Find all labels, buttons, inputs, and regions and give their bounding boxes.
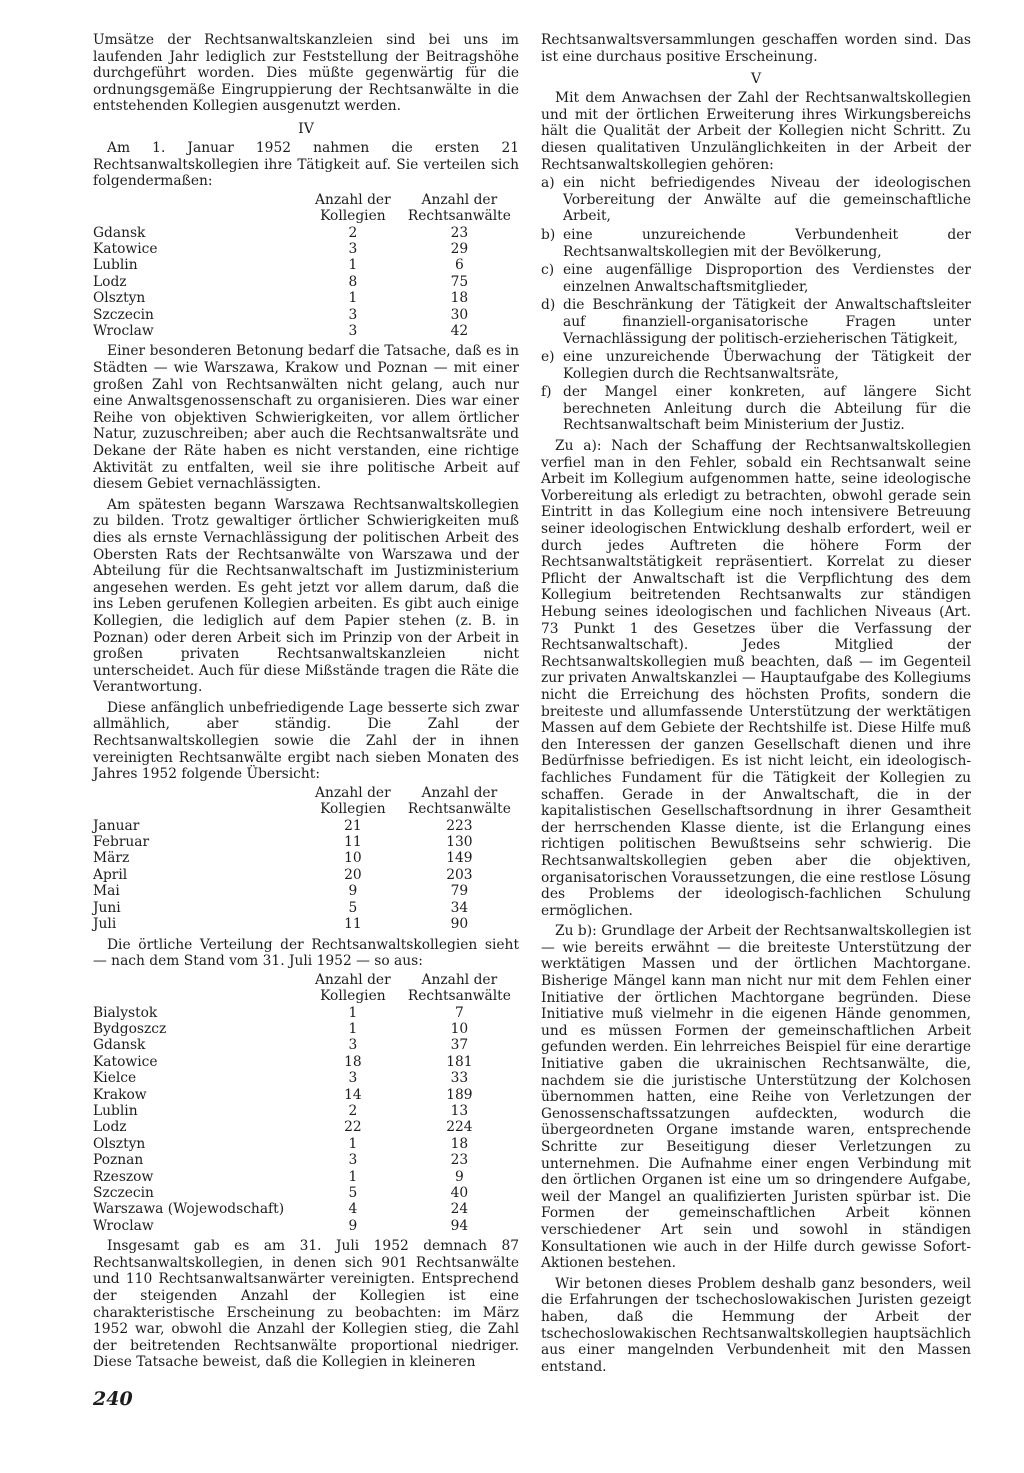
cell-rechtsanwaelte-count: 181 bbox=[446, 1053, 473, 1070]
list-item bbox=[541, 175, 971, 225]
cell-location: Gdansk bbox=[93, 1037, 146, 1054]
list-item bbox=[541, 297, 971, 347]
column-header-kollegien: Anzahl der Kollegien bbox=[315, 971, 391, 1005]
cell-kollegien-count: 3 bbox=[348, 323, 358, 339]
table-row bbox=[93, 834, 519, 850]
table-row bbox=[93, 1169, 519, 1185]
cell-kollegien-count: 1 bbox=[348, 1135, 358, 1152]
paragraph-betonung: Einer besonderen Betonung bedarf die Tatsache, daß es in Städten — wie Warszawa, Krakow und Poznan — mit einer großen Zahl von Rechtsanwälten nicht gelang, auch nur eine Anwaltsgenossenschaft zu organisieren. Dies war einer Reihe von objektiven Schwierigkeiten, vor allem örtlicher Natur, zuzuschreiben; aber auch die Rechtsanwaltsräte und Dekane der Räte haben es nicht verstanden, eine richtige Aktivität zu entfalten, weil sie ihre politische Arbeit auf diesem Gebiet vernachlässigten. bbox=[93, 343, 519, 493]
right-column bbox=[541, 32, 971, 1375]
cell-rechtsanwaelte-count: 79 bbox=[450, 883, 469, 900]
table-row bbox=[93, 1201, 519, 1217]
paragraph-zu-b: Zu b): Grundlage der Arbeit der Rechtsanwaltskollegien ist — wie bereits erwähnt — die breiteste Unterstützung der werktätigen Massen und der örtlichen Machtorgane. Bisherige Mängel kann man nicht nur mit dem Fehlen einer Initiative der örtlichen Machtorgane begründen. Diese Initiative muß vielmehr in die eigenen Hände genommen, und es müssen Formen der gemeinschaftlichen Arbeit gefunden werden. Ein lehrreiches Beispiel für eine derartige Initiative gaben die ukrainischen Rechtsanwälte, die, nachdem sie die juristische Unterstützung der Kolchosen übernommen hatten, eine Reihe von Verletzungen der Genossenschaftssatzungen aufdeckten, wodurch die übergeordneten Organe imstande waren, entsprechende Schritte zur Beseitigung dieser Verletzungen zu unternehmen. Die Aufnahme einer engen Verbindung mit den örtlichen Organen ist eine um so dringendere Aufgabe, weil der Mangel an qualifizierten Juristen spürbar ist. Die Formen der gemeinschaftlichen Arbeit können verschiedener Art sein und sowohl in ständigen Konsultationen wie auch in der Hilfe durch gewisse Sofort-Aktionen bestehen. bbox=[541, 923, 971, 1272]
left-column bbox=[93, 32, 519, 1371]
list-item-label: c) bbox=[541, 262, 555, 279]
cell-rechtsanwaelte-count: 130 bbox=[446, 834, 473, 851]
cell-rechtsanwaelte-count: 223 bbox=[446, 817, 473, 834]
table-row bbox=[93, 1054, 519, 1070]
cell-rechtsanwaelte-count: 18 bbox=[450, 1135, 469, 1152]
list-item-label: f) bbox=[541, 384, 552, 401]
table-row bbox=[93, 1185, 519, 1201]
cell-rechtsanwaelte-count: 23 bbox=[450, 1152, 469, 1169]
cell-kollegien-count: 14 bbox=[344, 1086, 362, 1103]
list-item-text: der Mangel einer konkreten, auf längere Sicht berechneten Anleitung durch die Abteilung für die Rechtsanwaltschaft beim Ministerium der Justiz. bbox=[563, 384, 971, 434]
cell-location: Warszawa (Wojewodschaft) bbox=[93, 1201, 285, 1218]
cell-kollegien-count: 18 bbox=[344, 1053, 362, 1070]
table-row bbox=[93, 818, 519, 834]
cell-location: Krakow bbox=[93, 1086, 147, 1103]
cell-rechtsanwaelte-count: 9 bbox=[454, 1168, 464, 1185]
column-header-kollegien: Anzahl der Kollegien bbox=[315, 191, 391, 225]
cell-location: Bialystok bbox=[93, 1004, 158, 1021]
cell-location: Poznan bbox=[93, 1152, 144, 1169]
table-row bbox=[93, 1218, 519, 1234]
table-row bbox=[93, 1136, 519, 1152]
table-row bbox=[93, 900, 519, 916]
cell-location: März bbox=[93, 850, 130, 867]
cell-location: Juni bbox=[93, 899, 121, 916]
cell-location: Lodz bbox=[93, 273, 127, 290]
table-row bbox=[93, 225, 519, 241]
table-row bbox=[93, 850, 519, 866]
cell-rechtsanwaelte-count: 224 bbox=[446, 1119, 473, 1136]
list-item-text: eine augenfällige Disproportion des Verdienstes der einzelnen Anwaltschaftsmitglieder, bbox=[563, 262, 971, 295]
cell-rechtsanwaelte-count: 34 bbox=[450, 899, 469, 916]
cell-location: Lublin bbox=[93, 257, 138, 274]
list-item-text: die Beschränkung der Tätigkeit der Anwaltschaftsleiter auf finanziell-organisatorische Fragen unter Vernachlässigung der politisch-erzieherischen Tätigkeit, bbox=[563, 297, 971, 347]
table-row bbox=[93, 1070, 519, 1086]
cell-rechtsanwaelte-count: 30 bbox=[450, 306, 469, 323]
cell-rechtsanwaelte-count: 7 bbox=[454, 1004, 464, 1021]
paragraph-betonen: Wir betonen dieses Problem deshalb ganz besonders, weil die Erfahrungen der tschechoslowakischen Juristen gezeigt haben, daß die Hemmung der Arbeit der tschechoslowakischen Rechtsanwaltskollegien hauptsächlich aus einer mangelnden Verbundenheit mit den Massen entstand. bbox=[541, 1275, 971, 1375]
table-regional-distribution bbox=[93, 972, 519, 1235]
cell-kollegien-count: 1 bbox=[348, 257, 358, 274]
table-row bbox=[93, 1021, 519, 1037]
cell-kollegien-count: 9 bbox=[348, 1217, 358, 1234]
cell-rechtsanwaelte-count: 18 bbox=[450, 290, 469, 307]
paragraph-lage: Diese anfänglich unbefriedigende Lage besserte sich zwar allmählich, aber ständig. Die Zahl der Rechtsanwaltskollegien sowie die Zahl der in ihnen vereinigten Rechtsanwälte ergibt nach sieben Monaten des Jahres 1952 folgende Übersicht: bbox=[93, 699, 519, 783]
cell-kollegien-count: 20 bbox=[344, 866, 362, 883]
column-header-kollegien: Anzahl der Kollegien bbox=[315, 784, 391, 818]
cell-location: Rzeszow bbox=[93, 1168, 154, 1185]
cell-kollegien-count: 3 bbox=[348, 240, 358, 257]
page-number: 240 bbox=[93, 1388, 133, 1410]
paragraph-warszawa: Am spätesten begann Warszawa Rechtsanwaltskollegien zu bilden. Trotz gewaltiger örtlicher Schwierigkeiten muß dies als ernste Vernachlässigung der politischen Arbeit des Obersten Rats der Rechtsanwälte von Warszawa und der Abteilung für die Rechtsanwaltschaft im Justizministerium angesehen werden. Es geht jetzt vor allem darum, daß die ins Leben gerufenen Kollegien arbeiten. Es gibt auch einige Kollegien, die lediglich auf dem Papier stehen (z. B. in Poznan) oder deren Arbeit sich im Prinzip von der Arbeit in großen privaten Rechtsanwaltskanzleien nicht unterscheidet. Auch für diese Mißstände tragen die Räte die Verantwortung. bbox=[93, 496, 519, 696]
cell-location: Mai bbox=[93, 883, 120, 900]
table-row bbox=[93, 867, 519, 883]
column-header-rechtsanwaelte: Anzahl der Rechtsanwälte bbox=[407, 971, 511, 1005]
list-item bbox=[541, 262, 971, 295]
cell-rechtsanwaelte-count: 6 bbox=[454, 257, 464, 274]
cell-location: Januar bbox=[93, 817, 140, 834]
cell-rechtsanwaelte-count: 29 bbox=[450, 240, 469, 257]
cell-location: Olsztyn bbox=[93, 1135, 146, 1152]
table-row bbox=[93, 883, 519, 899]
cell-kollegien-count: 3 bbox=[348, 306, 358, 323]
table-monthly-overview bbox=[93, 785, 519, 933]
list-item-label: b) bbox=[541, 226, 556, 243]
paragraph-anwachsen: Mit dem Anwachsen der Zahl der Rechtsanwaltskollegien und mit der örtlichen Erweiterung ihres Wirkungsbereichs hält die Qualität der Arbeit der Kollegien nicht Schritt. Zu diesen qualitativen Unzulänglichkeiten in der Arbeit der Rechtsanwaltskollegien gehören: bbox=[541, 90, 971, 173]
cell-location: Wroclaw bbox=[93, 323, 154, 339]
cell-rechtsanwaelte-count: 33 bbox=[450, 1070, 469, 1087]
table-row bbox=[93, 1103, 519, 1119]
list-item-label: a) bbox=[541, 175, 555, 192]
cell-rechtsanwaelte-count: 149 bbox=[446, 850, 473, 867]
cell-kollegien-count: 3 bbox=[348, 1070, 358, 1087]
cell-kollegien-count: 1 bbox=[348, 1004, 358, 1021]
table-row bbox=[93, 241, 519, 257]
cell-kollegien-count: 8 bbox=[348, 273, 358, 290]
table-row bbox=[93, 257, 519, 273]
cell-kollegien-count: 21 bbox=[344, 817, 362, 834]
paragraph-intro: Umsätze der Rechtsanwaltskanzleien sind bei uns im laufenden Jahr lediglich zur Feststellung der Beitragshöhe durchgeführt worden. Dies müßte gegenwärtig für die ordnungsgemäße Eingruppierung der Rechtsanwälte in die entstehenden Kollegien ausgenutzt werden. bbox=[93, 32, 519, 115]
cell-location: Februar bbox=[93, 834, 150, 851]
cell-location: Lublin bbox=[93, 1102, 138, 1119]
cell-rechtsanwaelte-count: 203 bbox=[446, 866, 473, 883]
cell-rechtsanwaelte-count: 42 bbox=[450, 323, 469, 339]
list-item-text: eine unzureichende Verbundenheit der Rechtsanwaltskollegien mit der Bevölkerung, bbox=[563, 226, 971, 260]
cell-kollegien-count: 22 bbox=[344, 1119, 362, 1136]
table-row bbox=[93, 1005, 519, 1021]
cell-kollegien-count: 3 bbox=[348, 1152, 358, 1169]
cell-location: Kielce bbox=[93, 1070, 137, 1087]
list-item bbox=[541, 349, 971, 382]
table-row bbox=[93, 274, 519, 290]
table-row bbox=[93, 916, 519, 932]
cell-location: Katowice bbox=[93, 1053, 158, 1070]
paragraph-oertliche-verteilung: Die örtliche Verteilung der Rechtsanwaltskollegien sieht — nach dem Stand vom 31. Juli 1952 — so aus: bbox=[93, 936, 519, 970]
cell-kollegien-count: 4 bbox=[348, 1201, 358, 1218]
list-item bbox=[541, 384, 971, 434]
list-item-label: e) bbox=[541, 349, 555, 366]
cell-location: Lodz bbox=[93, 1119, 127, 1136]
table-initial-distribution bbox=[93, 192, 519, 340]
cell-kollegien-count: 11 bbox=[344, 916, 362, 933]
cell-kollegien-count: 5 bbox=[348, 899, 358, 916]
cell-location: Gdansk bbox=[93, 224, 146, 241]
cell-kollegien-count: 1 bbox=[348, 1020, 358, 1037]
table-row bbox=[93, 323, 519, 339]
cell-location: Katowice bbox=[93, 240, 158, 257]
cell-rechtsanwaelte-count: 24 bbox=[450, 1201, 469, 1218]
cell-rechtsanwaelte-count: 189 bbox=[446, 1086, 473, 1103]
cell-rechtsanwaelte-count: 37 bbox=[450, 1037, 469, 1054]
paragraph-continuation: Rechtsanwaltsversammlungen geschaffen worden sind. Das ist eine durchaus positive Erscheinung. bbox=[541, 32, 971, 65]
cell-kollegien-count: 1 bbox=[348, 290, 358, 307]
cell-rechtsanwaelte-count: 10 bbox=[450, 1020, 469, 1037]
cell-kollegien-count: 5 bbox=[348, 1184, 358, 1201]
cell-kollegien-count: 2 bbox=[348, 224, 358, 241]
table-row bbox=[93, 1087, 519, 1103]
cell-kollegien-count: 2 bbox=[348, 1102, 358, 1119]
cell-kollegien-count: 9 bbox=[348, 883, 358, 900]
table-row bbox=[93, 307, 519, 323]
cell-kollegien-count: 3 bbox=[348, 1037, 358, 1054]
cell-location: Olsztyn bbox=[93, 290, 146, 307]
paragraph-january-1952: Am 1. Januar 1952 nahmen die ersten 21 Rechtsanwaltskollegien ihre Tätigkeit auf. Sie verteilen sich folgendermaßen: bbox=[93, 139, 519, 190]
paragraph-insgesamt: Insgesamt gab es am 31. Juli 1952 demnach 87 Rechtsanwaltskollegien, in denen sich 901 Rechtsanwälte und 110 Rechtsanwaltsanwärter vereinigten. Entsprechend der steigenden Anzahl der Kollegien ist eine charakteristische Erscheinung zu beobachten: im März 1952 war, obwohl die Anzahl der Kollegien stieg, die Zahl der beitretenden Rechtsanwälte proportional niedriger. Diese Tatsache beweist, daß die Kollegien in kleineren bbox=[93, 1238, 519, 1371]
cell-location: Bydgoszcz bbox=[93, 1020, 167, 1037]
cell-rechtsanwaelte-count: 13 bbox=[450, 1102, 469, 1119]
cell-rechtsanwaelte-count: 90 bbox=[450, 916, 469, 933]
cell-kollegien-count: 10 bbox=[344, 850, 362, 867]
cell-rechtsanwaelte-count: 23 bbox=[450, 224, 469, 241]
deficiency-list bbox=[541, 175, 971, 434]
paragraph-zu-a: Zu a): Nach der Schaffung der Rechtsanwaltskollegien verfiel man in den Fehler, sobald ein Rechtsanwalt seine Arbeit im Kollegium aufgenommen hatte, seine ideologische Vorbereitung als erledigt zu betrachten, obwohl gerade sein Eintritt in das Kollegium eine noch intensivere Betreuung seiner ideologischen Entwicklung deshalb erfordert, weil er durch jedes Auftreten die höhere Form der Rechtsanwaltstätigkeit repräsentiert. Korrelat zu dieser Pflicht der Anwaltschaft ist die Verpflichtung des dem Kollegium beitretenden Rechtsanwalts zur ständigen Hebung seines ideologischen und fachlichen Niveaus (Art. 73 Punkt 1 des Gesetzes über die Verfassung der Rechtsanwaltschaft). Jedes Mitglied der Rechtsanwaltskollegien muß beachten, daß — im Gegenteil zur privaten Anwaltskanzlei — Hauptaufgabe des Kollegiums nicht die Erreichung des höchsten Profits, sondern die breiteste und allumfassende Unterstützung der werktätigen Massen auf dem Gebiete der Rechtshilfe ist. Diese Hilfe muß den Interessen der ganzen Gesellschaft dienen und ihre Bedürfnisse befriedigen. Es ist nicht leicht, ein ideologisch-fachliches Fundament für die Tätigkeit der Kollegien zu schaffen. Gerade in der Anwaltschaft, die in der kapitalistischen Gesellschaftsordnung in ihrer Gesamtheit der herrschenden Klasse diente, ist die Erlangung eines richtigen politischen Bewußtseins sehr schwierig. Die Rechtsanwaltskollegien geben aber die objektiven, organisatorischen Voraussetzungen, die eine restlose Lösung des Problems der ideologisch-fachlichen Schulung ermöglichen. bbox=[541, 438, 971, 919]
table-row bbox=[93, 1152, 519, 1168]
list-item-text: ein nicht befriedigendes Niveau der ideologischen Vorbereitung der Anwälte auf die gemeinschaftliche Arbeit, bbox=[563, 175, 971, 225]
cell-location: Juli bbox=[93, 916, 117, 933]
cell-location: April bbox=[93, 866, 128, 883]
table-row bbox=[93, 1037, 519, 1053]
section-heading-iv: IV bbox=[298, 120, 314, 137]
cell-rechtsanwaelte-count: 94 bbox=[450, 1217, 469, 1234]
section-heading-v: V bbox=[750, 71, 762, 88]
cell-location: Szczecin bbox=[93, 1184, 154, 1201]
cell-location: Wroclaw bbox=[93, 1217, 154, 1234]
cell-kollegien-count: 11 bbox=[344, 834, 362, 851]
column-header-rechtsanwaelte: Anzahl der Rechtsanwälte bbox=[407, 784, 511, 818]
table-row bbox=[93, 290, 519, 306]
cell-rechtsanwaelte-count: 40 bbox=[450, 1184, 469, 1201]
table-row bbox=[93, 1119, 519, 1135]
cell-rechtsanwaelte-count: 75 bbox=[450, 273, 469, 290]
cell-kollegien-count: 1 bbox=[348, 1168, 358, 1185]
list-item-label: d) bbox=[541, 297, 556, 314]
list-item bbox=[541, 227, 971, 260]
column-header-rechtsanwaelte: Anzahl der Rechtsanwälte bbox=[407, 191, 511, 225]
list-item-text: eine unzureichende Überwachung der Tätigkeit der Kollegien durch die Rechtsanwaltsräte, bbox=[563, 349, 971, 382]
cell-location: Szczecin bbox=[93, 306, 154, 323]
